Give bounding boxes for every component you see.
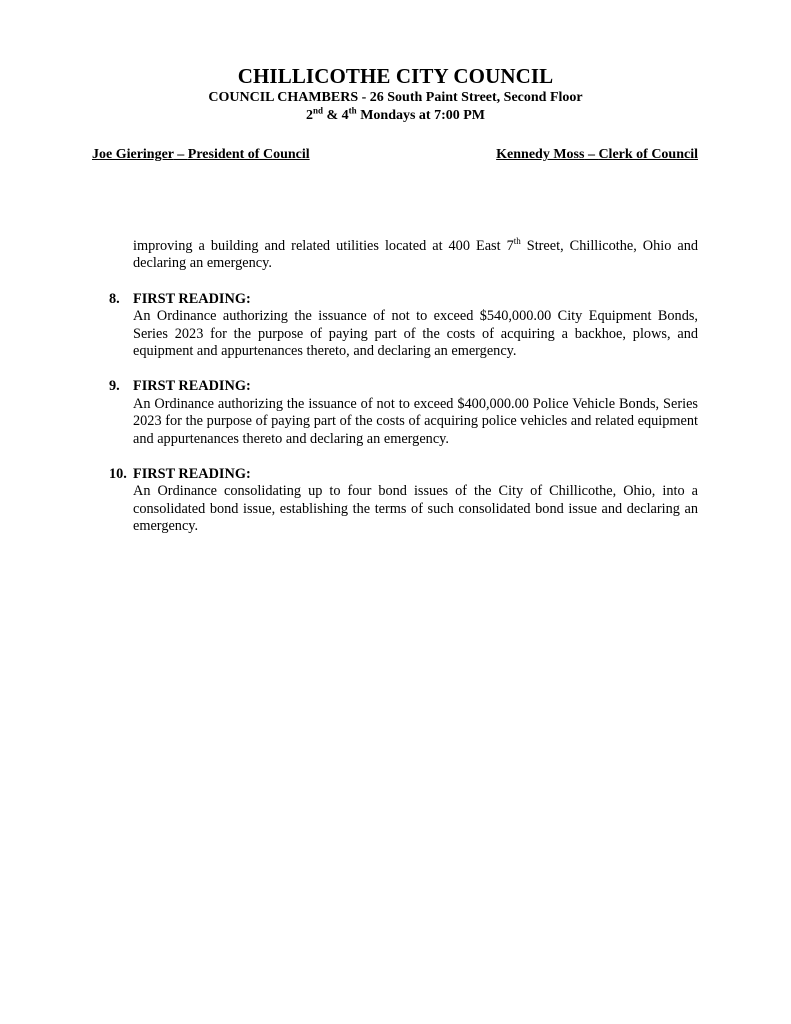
meeting-part-2: & 4 — [323, 108, 349, 123]
meeting-part-3: Mondays at 7:00 PM — [356, 108, 486, 123]
council-title: CHILLICOTHE CITY COUNCIL — [237, 64, 554, 88]
meeting-sup-2: th — [348, 105, 357, 116]
continued-text-part-2: Street, Chillicothe, Ohio and declaring an emergency. — [133, 238, 698, 272]
agenda-item-heading: FIRST READING: — [133, 378, 251, 395]
president-separator: – — [173, 147, 188, 162]
agenda-item-body: An Ordinance consolidating up to four bond issues of the City of Chillicothe, Ohio, into a consolidated bond issue, establishing the terms of such consolidated bond issue and declaring an emergency. — [133, 483, 698, 535]
clerk-name: Kennedy Moss — [496, 147, 585, 162]
agenda-item — [109, 291, 698, 361]
president-role: President of Council — [187, 147, 310, 162]
clerk-role: Clerk of Council — [598, 147, 698, 162]
president-name: Joe Gieringer — [92, 147, 174, 162]
agenda-item-number: 10. — [109, 466, 127, 483]
agenda-item-number: 8. — [109, 290, 120, 307]
agenda-item-heading: FIRST READING: — [133, 290, 251, 307]
meeting-schedule — [0, 107, 791, 125]
meeting-part-1: 2 — [305, 108, 313, 123]
agenda-item — [109, 378, 698, 448]
continued-item-text — [133, 238, 698, 273]
document-header — [0, 64, 791, 125]
clerk-of-council — [496, 146, 698, 164]
president-of-council — [92, 146, 310, 164]
continued-text-sup: th — [513, 236, 521, 247]
agenda-item-body: An Ordinance authorizing the issuance of not to exceed $540,000.00 City Equipment Bonds, Series 2023 for the purpose of paying part of the costs of acquiring a backhoe, plows, and equipment and appurtenances thereto, and declaring an emergency. — [133, 308, 698, 360]
clerk-separator: – — [584, 147, 599, 162]
chambers-location: COUNCIL CHAMBERS - 26 South Paint Street, Second Floor — [208, 90, 583, 105]
agenda-item-body: An Ordinance authorizing the issuance of not to exceed $400,000.00 Police Vehicle Bonds, Series 2023 for the purpose of paying part of the costs of acquiring police vehicles and related equipment and appurtenances thereto and declaring an emergency. — [133, 395, 698, 447]
agenda-item — [109, 466, 698, 536]
agenda-content — [109, 238, 698, 536]
agenda-item-number: 9. — [109, 378, 120, 395]
continued-text-part-1: improving a building and related utilities located at 400 East 7 — [133, 238, 514, 254]
agenda-item-heading: FIRST READING: — [133, 466, 251, 483]
meeting-sup-1: nd — [312, 105, 323, 116]
